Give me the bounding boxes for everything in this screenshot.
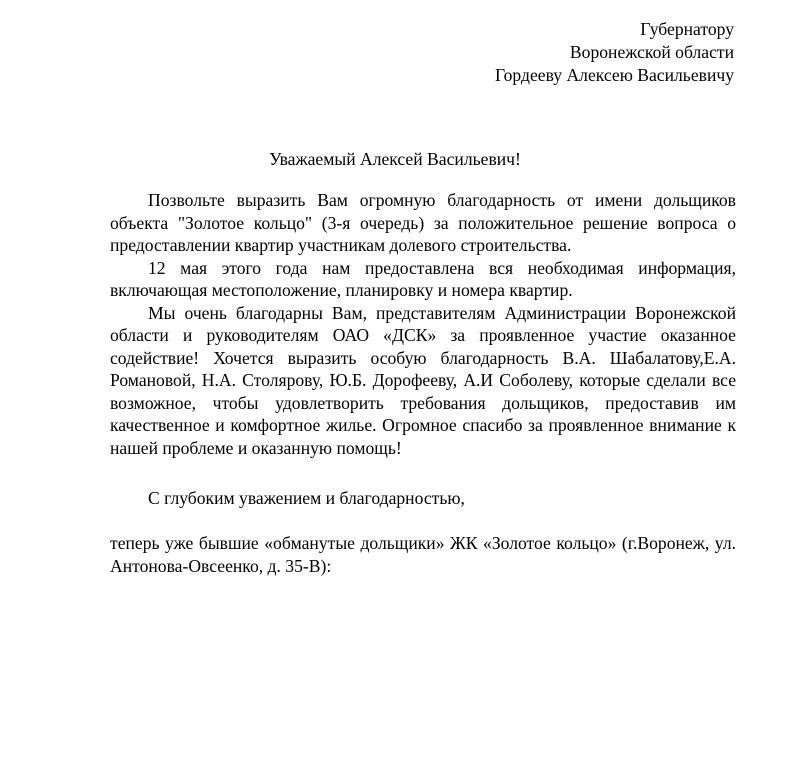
addressee-block [495,18,734,87]
paragraph-information: 12 мая этого года нам предоставлена вся необходимая информация, включающая местоположение, планировку и номера квартир. [110,257,736,300]
letter-body [110,189,736,459]
signature-block: теперь уже бывшие «обманутые дольщики» ЖК «Золотое кольцо» (г.Воронеж, ул. Антонова-Овсеенко, д. 35-В): [110,533,736,576]
closing-line: С глубоким уважением и благодарностью, [148,488,465,508]
paragraph-thanks: Мы очень благодарны Вам, представителям Администрации Воронежской области и руководителям ОАО «ДСК» за проявленное участие оказанное содействие! Хочется выразить особую благодарность В.А. Шабалатову,Е.А. Романовой, Н.А. Столярову, Ю.Б. Дорофееву, А.И Соболеву, которые сделали все возможное, чтобы удовлетворить требования дольщиков, предоставив им качественное и комфортное жилье. Огромное спасибо за проявленное внимание к нашей проблеме и оказанную помощь! [110,302,736,458]
paragraph-gratitude: Позвольте выразить Вам огромную благодарность от имени дольщиков объекта "Золотое кольцо" (3-я очередь) за положительное решение вопроса о предоставлении квартир участникам долевого строительства. [110,190,736,255]
salutation: Уважаемый Алексей Васильевич! [269,149,521,169]
addressee-name: Гордееву Алексею Васильевичу [495,65,734,85]
addressee-title: Губернатору [640,19,734,39]
addressee-region: Воронежской области [569,42,734,62]
